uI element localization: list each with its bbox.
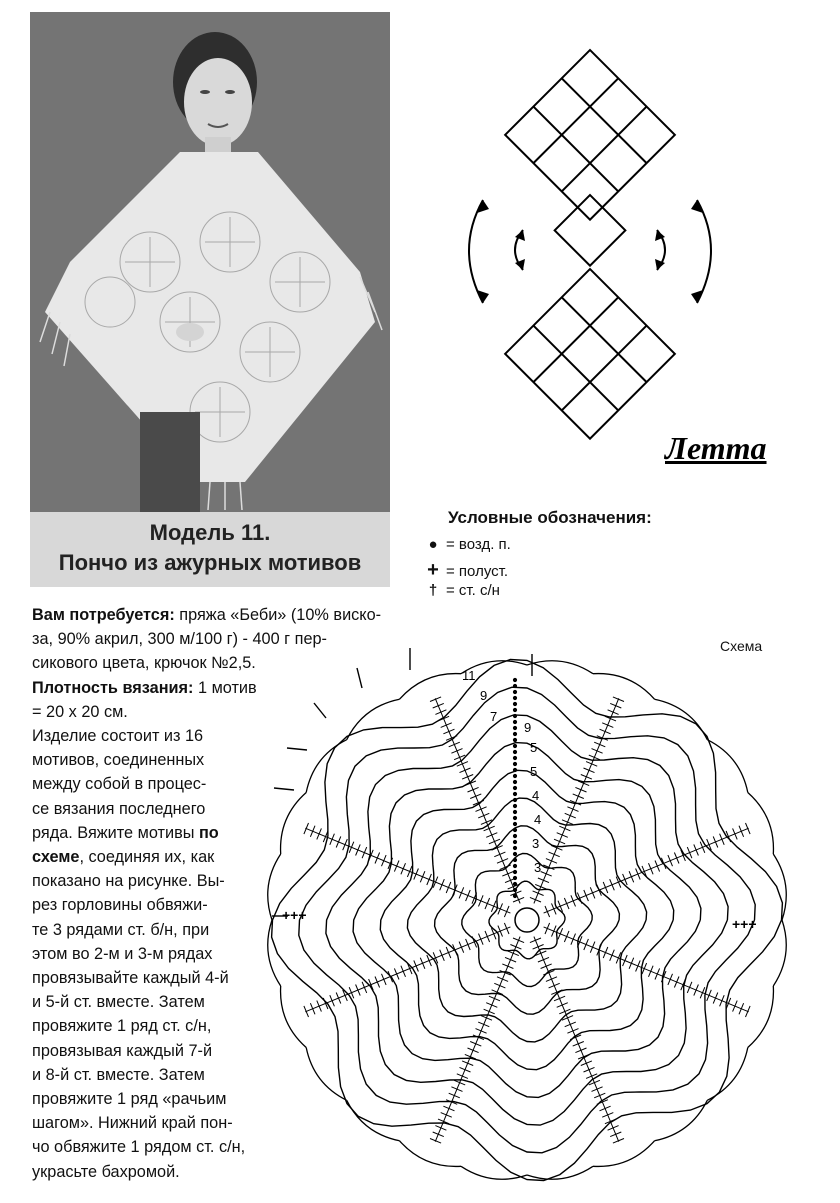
- edge-scallop: [773, 854, 786, 920]
- start-arrow: [274, 788, 294, 790]
- row-number: 3: [534, 860, 542, 875]
- chain-dot: [513, 882, 516, 885]
- watermark-signature: Летта: [665, 430, 767, 466]
- start-arrow: [314, 703, 326, 718]
- stitch-ring: [299, 687, 755, 1153]
- stitch-ring: [326, 715, 728, 1125]
- chain-dot: [513, 714, 516, 717]
- chain-dot: [513, 834, 516, 837]
- body-text: между собой в процес-: [32, 775, 207, 794]
- edge-scallop: [655, 699, 708, 740]
- photo-caption: [30, 512, 390, 587]
- chain-dot: [513, 690, 516, 693]
- chain-dot: [513, 888, 516, 891]
- model-photo-image: [30, 12, 390, 512]
- chain-dot: [513, 876, 516, 879]
- start-arrow: [287, 748, 307, 750]
- body-text: шагом». Нижний край пон-: [32, 1114, 233, 1133]
- chain-dot: [513, 768, 516, 771]
- chain-dot: [513, 708, 516, 711]
- edge-scallop: [400, 1141, 462, 1167]
- body-text: Изделие состоит из 16: [32, 727, 204, 746]
- chain-dot: [513, 822, 516, 825]
- body-bold: по: [198, 823, 219, 842]
- join-arrow-left-outer: [469, 200, 483, 303]
- legend-item-chain: [420, 536, 511, 558]
- body-text: те 3 рядами ст. б/н, при: [32, 920, 210, 939]
- body-text: провязывайте каждый 4-й: [32, 969, 229, 988]
- chain-dot: [513, 852, 516, 855]
- row-number: 5: [530, 764, 538, 779]
- edge-scallop: [773, 920, 786, 986]
- side-mark-left: +++: [282, 907, 307, 923]
- row-number: 11: [462, 668, 476, 683]
- body-text: провязывая каждый 7-й: [32, 1041, 213, 1060]
- body-text: показано на рисунке. Вы-: [32, 872, 225, 891]
- chain-dot: [513, 684, 516, 687]
- chain-dot: [513, 726, 516, 729]
- materials-label: Вам потребуется:: [32, 606, 175, 624]
- edge-scallop: [281, 793, 307, 855]
- chain-dot: [513, 798, 516, 801]
- materials-line: [32, 603, 394, 627]
- edge-scallop: [707, 740, 748, 793]
- chain-dot: [513, 864, 516, 867]
- legend-label: = ст. с/н: [446, 582, 500, 599]
- row-number: 4: [532, 788, 540, 803]
- body-text: этом во 2-м и 3-м рядах: [32, 944, 213, 963]
- chain-dot: [513, 786, 516, 789]
- chain-dot: [513, 774, 516, 777]
- edge-scallop: [748, 986, 774, 1048]
- body-text: и 8-й ст. вместе. Затем: [32, 1065, 205, 1084]
- stitch-ring: [407, 798, 646, 1042]
- model-photo: [30, 12, 390, 512]
- chain-dot: [513, 732, 516, 735]
- edge-scallop: [400, 674, 462, 700]
- join-arrow-right-outer: [697, 200, 711, 303]
- body-text: се вязания последнего: [32, 799, 206, 818]
- materials-text: пряжа «Беби» (10% виско-: [174, 606, 382, 624]
- edge-scallop: [306, 1048, 347, 1101]
- stitch-ring: [462, 854, 592, 987]
- chain-dot: [513, 702, 516, 705]
- dagger-icon: †: [428, 582, 438, 599]
- stitch-ring: [380, 770, 673, 1069]
- legend-label: = возд. п.: [446, 536, 511, 553]
- chain-dot: [513, 810, 516, 813]
- row-number: 5: [530, 740, 538, 755]
- chain-dot: [513, 792, 516, 795]
- plus-icon: +: [427, 559, 439, 581]
- chain-dot: [513, 678, 516, 681]
- body-text: провяжите 1 ряд «рачьим: [32, 1090, 227, 1109]
- chain-dot: [513, 756, 516, 759]
- legend-item-slip: [420, 559, 508, 581]
- edge-scallop: [748, 793, 774, 855]
- start-arrow: [357, 668, 362, 688]
- edge-scallop: [281, 986, 307, 1048]
- density-label: Плотность вязания:: [32, 678, 194, 697]
- chain-dot: [513, 696, 516, 699]
- chain-dot: [513, 750, 516, 753]
- spoke-line: [544, 828, 749, 913]
- density-text: = 20 х 20 см.: [32, 702, 128, 721]
- edge-scallop: [461, 1166, 527, 1179]
- edge-scallop: [527, 1166, 593, 1179]
- edge-scallop: [347, 1100, 400, 1141]
- model-title: Пончо из ажурных мотивов: [58, 550, 362, 575]
- chain-dot: [513, 816, 516, 819]
- chain-dot: [513, 804, 516, 807]
- spoke-line: [534, 937, 619, 1142]
- chain-dot: [513, 744, 516, 747]
- chain-dot: [513, 780, 516, 783]
- assembly-diagram: [455, 45, 725, 455]
- spoke-line: [435, 937, 520, 1142]
- materials-text: за, 90% акрил, 300 м/100 г) - 400 г пер-: [32, 630, 327, 649]
- edge-scallop: [593, 674, 655, 700]
- chain-dot: [513, 720, 516, 723]
- body-text: украсьте бахромой.: [32, 1162, 180, 1181]
- model-number: Модель 11.: [149, 520, 271, 545]
- chain-dot: [513, 762, 516, 765]
- body-text: и 5-й ст. вместе. Затем: [32, 993, 205, 1012]
- materials-text: сикового цвета, крючок №2,5.: [32, 654, 256, 673]
- dot-icon: ●: [428, 536, 438, 553]
- chain-dot: [513, 858, 516, 861]
- body-text: рез горловины обвяжи-: [32, 896, 208, 915]
- legend-title: Условные обозначения:: [448, 508, 652, 527]
- edge-scallop: [268, 920, 281, 986]
- body-text: мотивов, соединенных: [32, 751, 205, 770]
- row-number: 9: [480, 688, 488, 703]
- body-bold: схеме: [32, 848, 80, 867]
- center-ring: [515, 908, 539, 932]
- chain-dot: [513, 828, 516, 831]
- legend-item-dc: [420, 582, 500, 604]
- row-number: 4: [534, 812, 542, 827]
- chain-dot: [513, 738, 516, 741]
- row-number: 7: [490, 709, 498, 724]
- motif-crochet-chart: [262, 648, 792, 1193]
- row-number: 3: [532, 836, 540, 851]
- body-text: провяжите 1 ряд ст. с/н,: [32, 1017, 212, 1036]
- stitch-ring: [489, 881, 565, 959]
- spoke-line: [435, 698, 520, 903]
- side-mark-right: +++: [732, 916, 757, 932]
- body-text: , соединяя их, как: [79, 848, 215, 867]
- spoke-line: [534, 698, 619, 903]
- body-text: чо обвяжите 1 рядом ст. с/н,: [32, 1138, 246, 1157]
- chain-dot: [513, 894, 516, 897]
- row-number: 9: [524, 720, 532, 735]
- edge-scallop: [527, 661, 593, 674]
- spoke-line: [305, 927, 510, 1012]
- scheme-label: Схема: [720, 638, 763, 654]
- chain-dot: [513, 870, 516, 873]
- density-text: 1 мотив: [193, 678, 257, 697]
- edge-scallop: [593, 1141, 655, 1167]
- chain-dot: [513, 846, 516, 849]
- edge-scallop: [268, 854, 281, 920]
- legend-label: = полуст.: [446, 563, 509, 580]
- chain-dot: [513, 840, 516, 843]
- stitch-ring: [353, 743, 701, 1098]
- body-text: ряда. Вяжите мотивы: [32, 823, 199, 842]
